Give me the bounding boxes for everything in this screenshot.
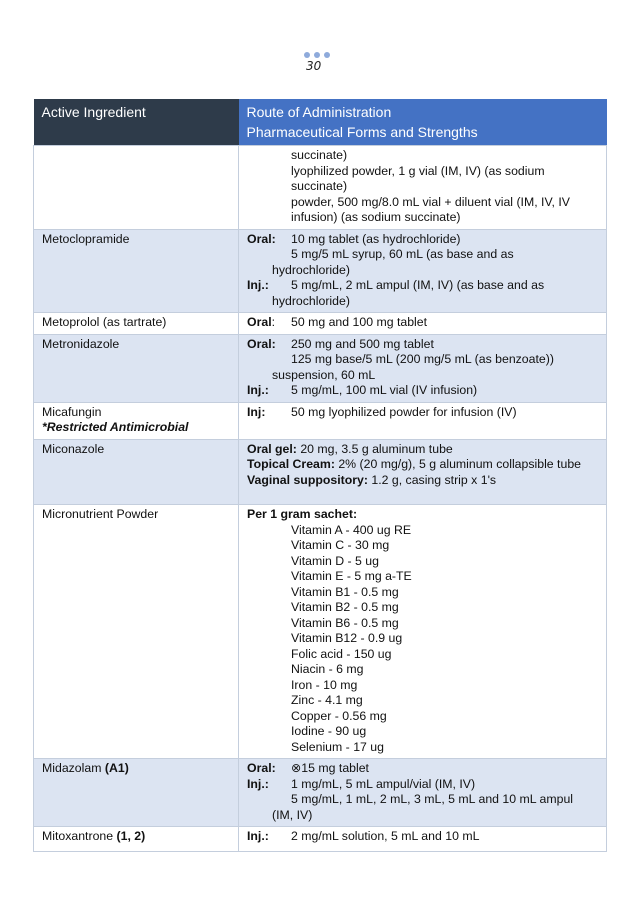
list-item: Vitamin B1 - 0.5 mg	[291, 584, 399, 599]
forms-line: 5 mg/mL, 2 mL ampul (IM, IV) (as base and as	[291, 278, 545, 292]
ingredient-name: Micafungin	[42, 404, 102, 419]
route-label-colon: :	[271, 315, 276, 329]
table-row-micronutrient-powder	[34, 505, 607, 759]
ingredient-cell	[34, 827, 239, 852]
table-row-midazolam	[34, 759, 607, 827]
forms-cell	[239, 402, 607, 439]
route-label: Inj.:	[247, 278, 269, 292]
ingredient-cell	[34, 402, 239, 439]
table-row-micafungin	[34, 402, 607, 439]
header-route-line1: Route of Administration	[246, 104, 392, 120]
list-item: Vitamin C - 30 mg	[291, 538, 390, 552]
forms-line: 1 mg/mL, 5 mL ampul/vial (IM, IV)	[291, 776, 476, 791]
route-label: Inj:	[247, 404, 266, 419]
list-item: Vitamin B2 - 0.5 mg	[291, 600, 399, 614]
table-row-continuation	[34, 146, 607, 230]
header-route	[239, 99, 607, 146]
route-label: Oral:	[247, 761, 276, 775]
ingredient-cell: Metronidazole	[34, 334, 239, 402]
header-dots-decoration	[304, 52, 330, 58]
route-label: Oral	[247, 315, 272, 329]
list-item: Niacin - 6 mg	[291, 662, 364, 676]
forms-line: 50 mg lyophilized powder for infusion (IV)	[291, 404, 517, 419]
restricted-note: *Restricted Antimicrobial	[42, 420, 189, 434]
table-row-miconazole	[34, 439, 607, 505]
list-item: Vitamin A - 400 ug RE	[291, 522, 412, 537]
list-item: Zinc - 4.1 mg	[291, 693, 363, 707]
forms-line: hydrochloride)	[272, 262, 350, 277]
table-row-metoclopramide	[34, 229, 607, 313]
forms-line: 2 mg/mL solution, 5 mL and 10 mL	[291, 829, 480, 843]
list-item: Iodine - 90 ug	[291, 724, 367, 738]
ingredient-cell: Metoprolol (as tartrate)	[34, 313, 239, 335]
table-row-metoprolol	[34, 313, 607, 335]
forms-line: succinate)	[291, 148, 348, 162]
forms-cell	[239, 229, 607, 313]
ingredient-name: Mitoxantrone	[42, 829, 114, 843]
forms-cell	[239, 313, 607, 335]
list-item: Vitamin E - 5 mg a-TE	[291, 569, 412, 583]
route-label: Topical Cream:	[247, 457, 335, 471]
route-label: Oral:	[247, 231, 276, 246]
dot-icon	[314, 52, 320, 58]
schedule-tag: (A1)	[104, 761, 129, 775]
ingredient-cell: Metoclopramide	[34, 229, 239, 313]
header-route-line2: Pharmaceutical Forms and Strengths	[246, 124, 478, 140]
ingredient-cell	[34, 759, 239, 827]
page-number: 30	[306, 59, 322, 73]
page-header	[0, 52, 638, 82]
forms-line: 10 mg tablet (as hydrochloride)	[291, 231, 461, 246]
drug-table	[33, 99, 607, 852]
table-header-row	[34, 99, 607, 146]
dot-icon	[324, 52, 330, 58]
schedule-tag: (1, 2)	[116, 829, 146, 843]
list-item: Vitamin B12 - 0.9 ug	[291, 631, 403, 645]
forms-line: hydrochloride)	[272, 293, 350, 308]
dot-icon	[304, 52, 310, 58]
forms-line: 50 mg and 100 mg tablet	[291, 315, 428, 329]
forms-line: powder, 500 mg/8.0 mL vial + diluent vial (IM, IV, IV	[291, 194, 570, 209]
route-label: Oral:	[247, 336, 276, 351]
forms-cell	[239, 827, 607, 852]
forms-cell	[239, 334, 607, 402]
list-item: Vitamin D - 5 ug	[291, 553, 379, 568]
sachet-label: Per 1 gram sachet:	[247, 507, 358, 521]
table-row-metronidazole	[34, 334, 607, 402]
ingredient-name: Midazolam	[42, 761, 102, 775]
forms-cell	[239, 759, 607, 827]
forms-cell	[239, 439, 607, 505]
forms-line: 5 mg/5 mL syrup, 60 mL (as base and as	[291, 247, 514, 261]
header-active-ingredient: Active Ingredient	[34, 99, 239, 146]
forms-line: 1.2 g, casing strip x 1's	[371, 472, 497, 487]
table-row-mitoxantrone	[34, 827, 607, 852]
route-label: Inj.:	[247, 829, 269, 843]
list-item: Iron - 10 mg	[291, 677, 358, 692]
forms-line: 5 mg/mL, 100 mL vial (IV infusion)	[291, 383, 478, 397]
forms-line: 250 mg and 500 mg tablet	[291, 336, 434, 351]
route-label: Oral gel:	[247, 441, 297, 456]
ingredient-cell: Miconazole	[34, 439, 239, 505]
ingredient-cell: Micronutrient Powder	[34, 505, 239, 759]
forms-line: 5 mg/mL, 1 mL, 2 mL, 3 mL, 5 mL and 10 mL ampul	[291, 792, 574, 806]
list-item: Selenium - 17 ug	[291, 739, 384, 754]
forms-line: (IM, IV)	[272, 807, 313, 822]
route-label: Inj.:	[247, 776, 269, 791]
forms-line: 125 mg base/5 mL (200 mg/5 mL (as benzoate))	[291, 352, 554, 366]
forms-line: 2% (20 mg/g), 5 g aluminum collapsible tube	[338, 457, 581, 471]
forms-line: ⊗15 mg tablet	[291, 761, 369, 775]
forms-cell	[239, 505, 607, 759]
list-item: Copper - 0.56 mg	[291, 708, 387, 723]
forms-line: suspension, 60 mL	[272, 367, 376, 382]
list-item: Folic acid - 150 ug	[291, 646, 392, 661]
route-label: Vaginal suppository:	[247, 472, 368, 487]
list-item: Vitamin B6 - 0.5 mg	[291, 615, 399, 630]
route-label: Inj.:	[247, 383, 269, 397]
forms-line: 20 mg, 3.5 g aluminum tube	[300, 441, 453, 456]
ingredient-cell	[34, 146, 239, 230]
forms-cell	[239, 146, 607, 230]
forms-line: succinate)	[291, 179, 348, 193]
forms-line: lyophilized powder, 1 g vial (IM, IV) (as sodium	[291, 163, 545, 178]
forms-line: infusion) (as sodium succinate)	[291, 210, 461, 224]
